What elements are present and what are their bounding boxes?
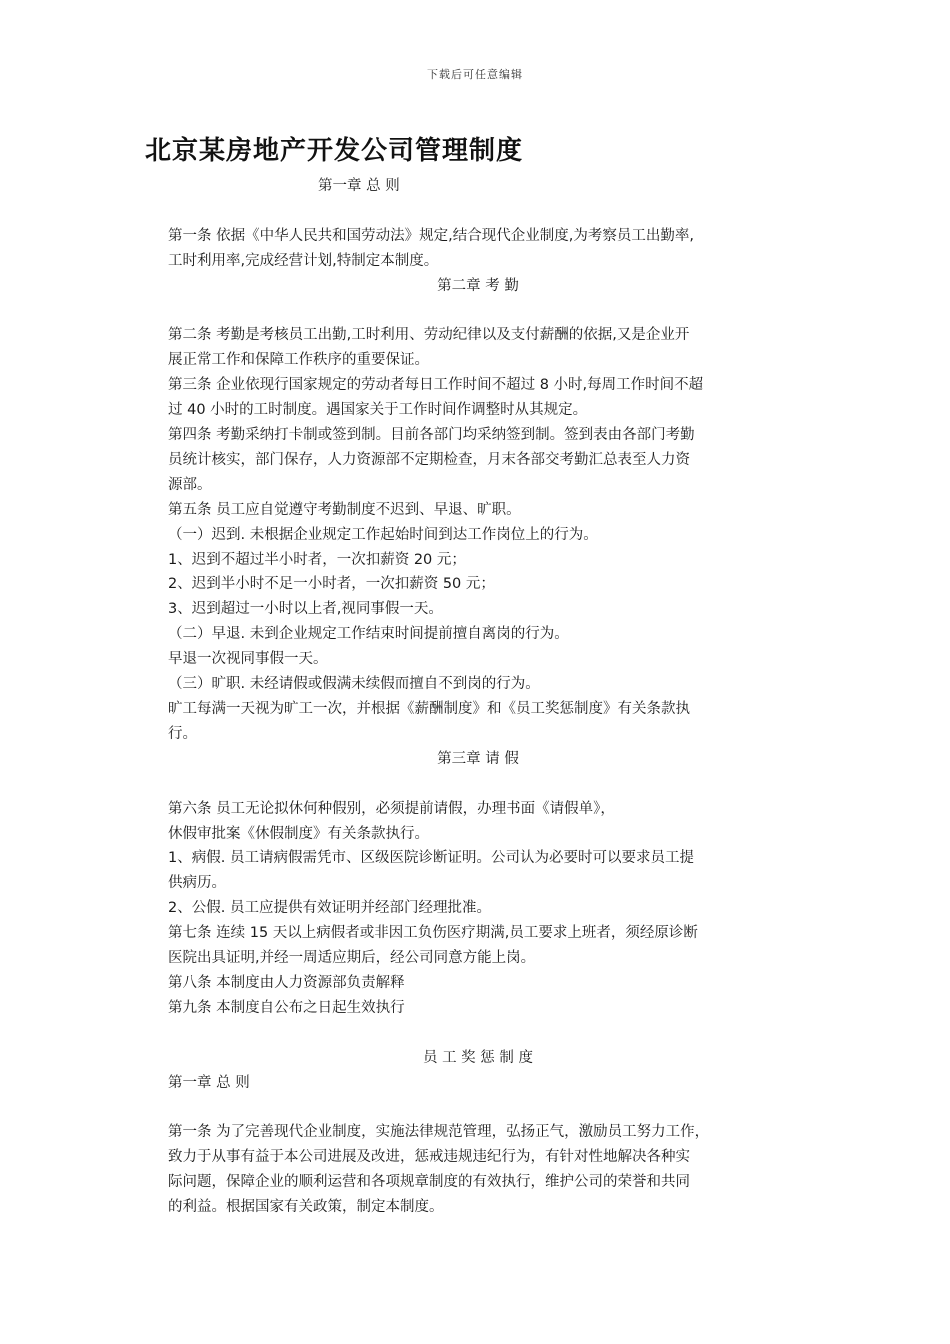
document-body [168,174,788,1220]
paragraph-line: 际问题，保障企业的顺利运营和各项规章制度的有效执行，维护公司的荣誉和共同 [168,1174,690,1191]
paragraph-line: 源部。 [168,476,212,493]
paragraph-line: 第二条 考勤是考核员工出勤,工时利用、劳动纪律以及支付薪酬的依据,又是企业开 [168,327,690,344]
paragraph-line: 早退一次视同事假一天。 [168,651,328,668]
paragraph-line: （二）早退. 未到企业规定工作结束时间提前擅自离岗的行为。 [168,626,569,643]
paragraph-line: 第四条 考勤采纳打卡制或签到制。目前各部门均采纳签到制。签到表由各部门考勤 [168,427,695,444]
paragraph-line: 1、迟到不超过半小时者，一次扣薪资 20 元； [168,551,466,568]
page-header-note: 下载后可任意编辑 [427,68,523,81]
blank-line [168,199,788,224]
paragraph-line: 第一条 依据《中华人民共和国劳动法》规定,结合现代企业制度,为考察员工出勤率, [168,227,694,244]
paragraph-line: 旷工每满一天视为旷工一次，并根据《薪酬制度》和《员工奖惩制度》有关条款执 [168,701,690,717]
document-title: 北京某房地产开发公司管理制度 [145,136,524,166]
paragraph-line: （一）迟到. 未根据企业规定工作起始时间到达工作岗位上的行为。 [168,526,598,543]
blank-line [168,1021,788,1046]
paragraph-line: 2、公假. 员工应提供有效证明并经部门经理批准。 [168,900,491,917]
paragraph-line: 3、迟到超过一小时以上者,视同事假一天。 [168,601,443,618]
paragraph-line: 第一条 为了完善现代企业制度，实施法律规范管理，弘扬正气，激励员工努力工作， [168,1124,710,1141]
paragraph-line: 2、迟到半小时不足一小时者，一次扣薪资 50 元； [168,576,495,593]
paragraph-line: 第五条 员工应自觉遵守考勤制度不迟到、早退、旷职。 [168,501,521,518]
paragraph-line: 供病历。 [168,875,226,892]
paragraph-line: 第八条 本制度由人力资源部负责解释 [168,974,405,991]
paragraph-line: 1、病假. 员工请病假需凭市、区级医院诊断证明。公司认为必要时可以要求员工提 [168,850,694,867]
paragraph-line: 员统计核实，部门保存，人力资源部不定期检查，月末各部交考勤汇总表至人力资 [168,451,690,468]
paragraph-line: 致力于从事有益于本公司进展及改进，惩戒违规违纪行为，有针对性地解决各种实 [168,1149,690,1166]
paragraph-line: 第九条 本制度自公布之日起生效执行 [168,999,405,1016]
chapter-heading: 第二章 考 勤 [437,277,519,294]
section-heading: 员 工 奖 惩 制 度 [422,1049,534,1066]
paragraph-line: 行。 [168,725,197,742]
paragraph-line: （三）旷职. 未经请假或假满未续假而擅自不到岗的行为。 [168,676,540,693]
paragraph-line: 休假审批案《休假制度》有关条款执行。 [168,825,429,842]
blank-line [168,1095,788,1120]
paragraph-line: 医院出具证明,并经一周适应期后，经公司同意方能上岗。 [168,950,536,967]
paragraph-line: 第三条 企业依现行国家规定的劳动者每日工作时间不超过 8 小时,每周工作时间不超 [168,377,704,394]
paragraph-line: 第六条 员工无论拟休何种假别，必须提前请假，办理书面《请假单》， [168,800,615,817]
paragraph-line: 的利益。根据国家有关政策，制定本制度。 [168,1199,444,1216]
paragraph-line: 工时利用率,完成经营计划,特制定本制度。 [168,252,439,269]
paragraph-line: 展正常工作和保障工作秩序的重要保证。 [168,352,429,369]
blank-line [168,299,788,324]
chapter-heading: 第一章 总 则 [168,1074,250,1091]
paragraph-line: 第七条 连续 15 天以上病假者或非因工负伤医疗期满,员工要求上班者，须经原诊断 [168,925,698,942]
chapter-heading: 第一章 总 则 [318,178,400,194]
paragraph-line: 过 40 小时的工时制度。遇国家关于工作时间作调整时从其规定。 [168,402,588,419]
blank-line [168,772,788,797]
chapter-heading: 第三章 请 假 [437,750,519,767]
